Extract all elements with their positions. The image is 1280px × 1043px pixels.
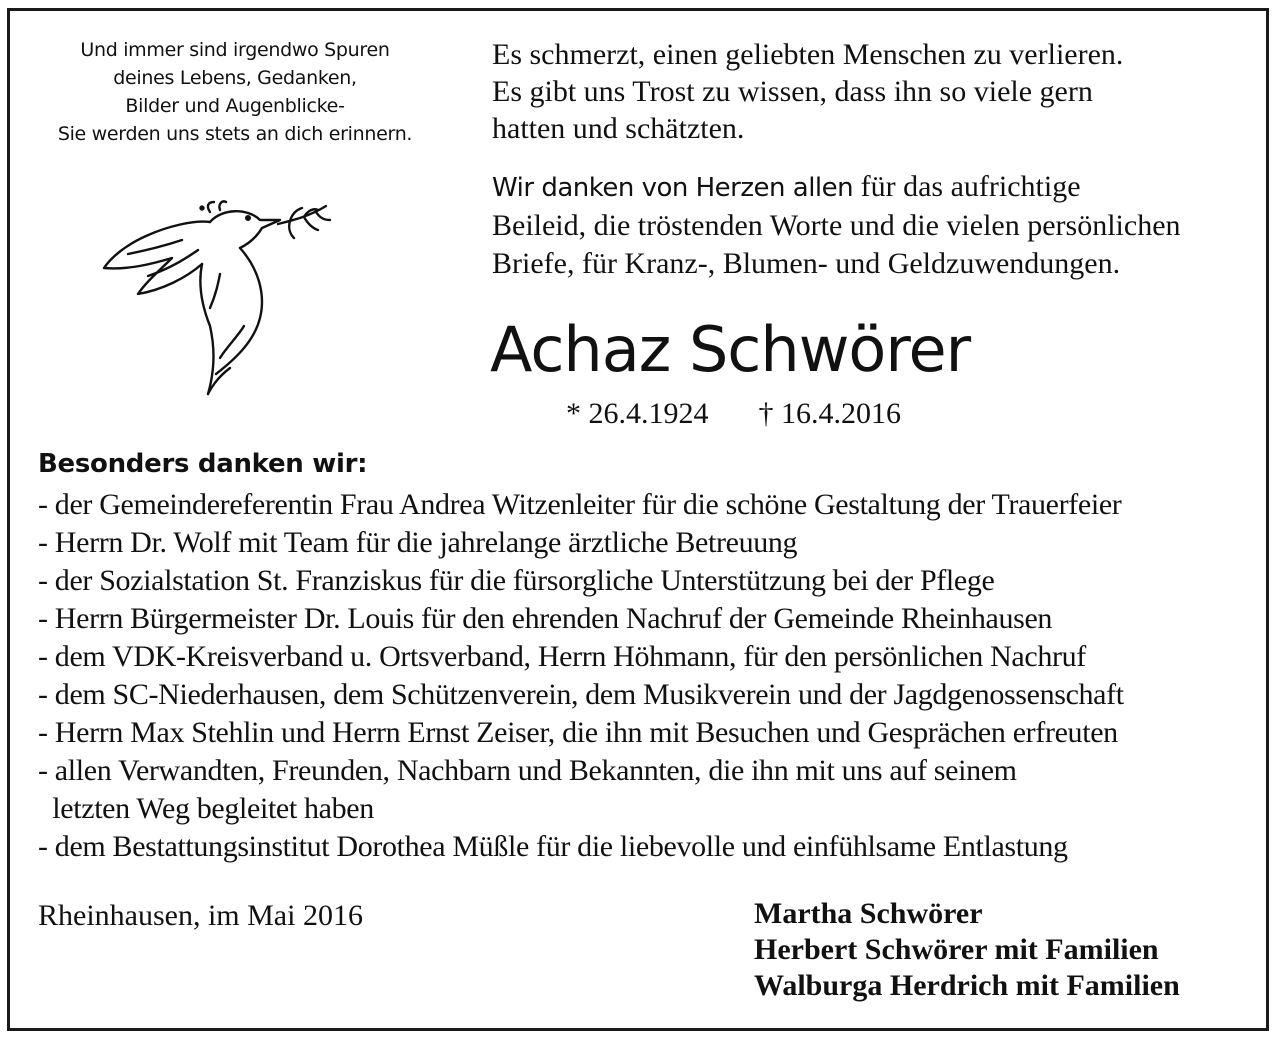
special-thanks-heading: Besonders danken wir: [38, 449, 368, 479]
list-item: - der Sozialstation St. Franziskus für die fürsorgliche Unterstützung bei der Pflege [38, 564, 995, 597]
thanks-line-rest: für das aufrichtige [853, 170, 1081, 203]
list-item: - dem Bestattungsinstitut Dorothea Müßle für die liebevolle und einfühlsame Entlastung [38, 830, 1068, 863]
quote-line: Bilder und Augenblicke- [125, 95, 345, 117]
intro-line: hatten und schätzten. [492, 112, 745, 145]
birth-date: * 26.4.1924 [566, 397, 709, 430]
thanks-lead: Wir danken von Herzen allen [492, 173, 854, 203]
thanks-line: Briefe, für Kranz-, Blumen- und Geldzuwendungen. [492, 247, 1121, 280]
intro-paragraph [492, 36, 1123, 147]
quote-line: deines Lebens, Gedanken, [113, 67, 357, 89]
signer-name: Walburga Herdrich mit Familien [754, 969, 1180, 1002]
list-item: - dem SC-Niederhausen, dem Schützenverein, dem Musikverein und der Jagdgenossenschaft [38, 678, 1124, 711]
dove-with-olive-branch-icon [98, 198, 338, 403]
thanks-paragraph [492, 168, 1181, 283]
list-item: - allen Verwandten, Freunden, Nachbarn und Bekannten, die ihn mit uns auf seinem [38, 754, 1017, 787]
signer-name: Herbert Schwörer mit Familien [754, 933, 1159, 966]
list-item: - Herrn Dr. Wolf mit Team für die jahrelange ärztliche Betreuung [38, 526, 798, 559]
list-item: - der Gemeindereferentin Frau Andrea Witzenleiter für die schöne Gestaltung der Trauerfeier [38, 488, 1122, 521]
list-item: - dem VDK-Kreisverband u. Ortsverband, Herrn Höhmann, für den persönlichen Nachruf [38, 640, 1086, 673]
death-date: † 16.4.2016 [758, 397, 901, 430]
quote-line: Und immer sind irgendwo Spuren [80, 39, 390, 61]
quote-line: Sie werden uns stets an dich erinnern. [57, 123, 413, 145]
deceased-name: Achaz Schwörer [490, 313, 971, 386]
memorial-quote [30, 36, 440, 148]
intro-line: Es schmerzt, einen geliebten Menschen zu verlieren. [492, 38, 1124, 71]
special-thanks-list [38, 486, 1124, 866]
thanks-line: Beileid, die tröstenden Worte und die vielen persönlichen [492, 209, 1181, 242]
signers [754, 896, 1180, 1004]
list-item: - Herrn Bürgermeister Dr. Louis für den ehrenden Nachruf der Gemeinde Rheinhausen [38, 602, 1053, 635]
signer-name: Martha Schwörer [754, 897, 983, 930]
intro-line: Es gibt uns Trost zu wissen, dass ihn so viele gern [492, 75, 1093, 108]
thanks-line [492, 168, 1181, 207]
life-dates [566, 396, 901, 432]
list-item: - Herrn Max Stehlin und Herrn Ernst Zeiser, die ihn mit Besuchen und Gesprächen erfreuten [38, 716, 1118, 749]
place-date: Rheinhausen, im Mai 2016 [38, 899, 363, 932]
list-item-continuation: letzten Weg begleitet haben [38, 792, 374, 825]
